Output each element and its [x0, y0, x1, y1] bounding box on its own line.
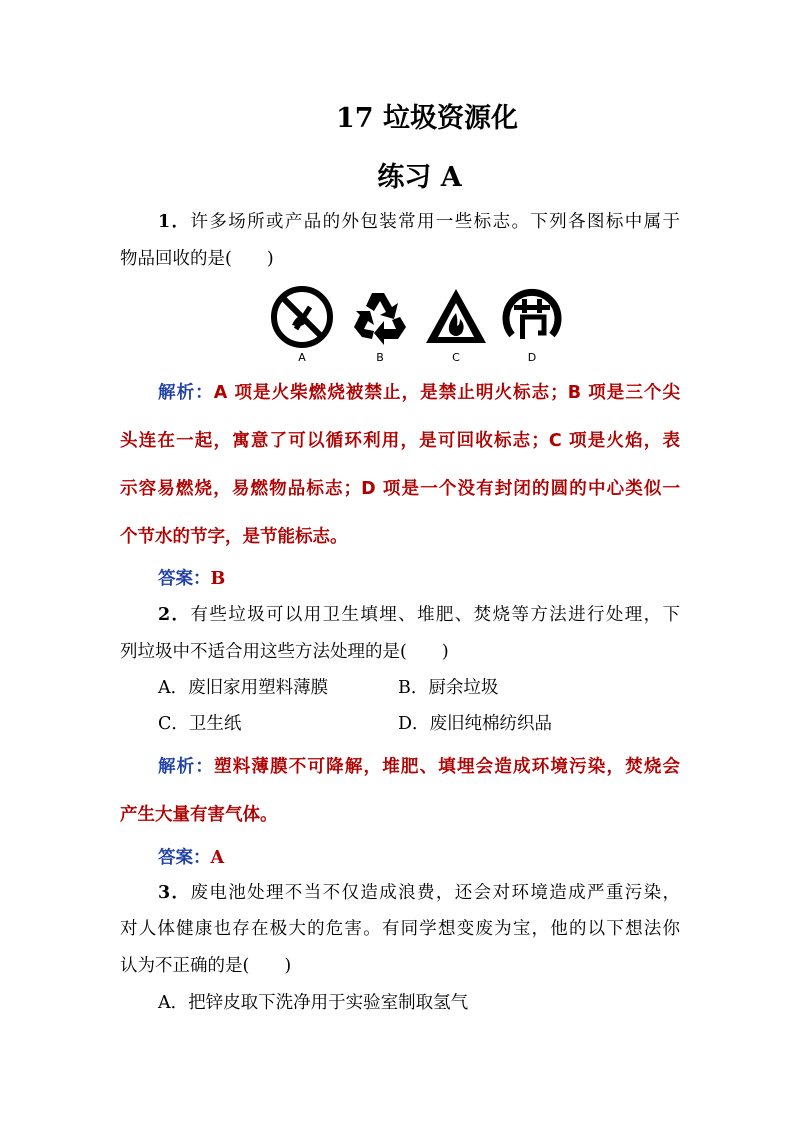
q2-explanation-line1: 解析：塑料薄膜不可降解，堆肥、填埋会造成环境污染，焚烧会 — [158, 757, 681, 777]
q1-answer-label: 答案： — [158, 569, 211, 589]
flammable-icon — [424, 285, 488, 349]
option-c-letter: C — [452, 351, 460, 364]
no-matches-icon — [270, 285, 334, 349]
q2-explanation-line2: 产生大量有害气体。 — [120, 805, 278, 825]
recycle-icon — [348, 285, 412, 349]
q1-explanation-line4: 个节水的节字，是节能标志。 — [120, 527, 348, 547]
q2-option-a: A．废旧家用塑料薄膜 — [158, 678, 329, 698]
q1-number: 1． — [158, 212, 191, 232]
option-a-icon-cell — [270, 285, 334, 365]
q1-explanation-line2: 头连在一起，寓意了可以循环利用，是可回收标志；C 项是火焰，表 — [120, 431, 680, 451]
q1-stem-line1: 1．许多场所或产品的外包装常用一些标志。下列各图标中属于 — [158, 212, 680, 232]
q2-stem-line1: 2．有些垃圾可以用卫生填埋、堆肥、焚烧等方法进行处理，下 — [158, 605, 680, 625]
q1-explanation-label: 解析： — [158, 383, 214, 403]
q3-option-a: A．把锌皮取下洗净用于实验室制取氢气 — [158, 993, 469, 1013]
q1-answer — [158, 567, 680, 591]
option-d-icon-cell — [500, 285, 564, 365]
option-b-letter: B — [376, 351, 384, 364]
q3-stem-line2: 对人体健康也存在极大的危害。有同学想变废为宝，他的以下想法你 — [120, 919, 680, 939]
q3-stem-line3: 认为不正确的是( ) — [120, 956, 292, 976]
q2-option-b: B．厨余垃圾 — [398, 678, 499, 698]
q2-answer — [158, 846, 680, 870]
option-d-letter: D — [527, 351, 537, 364]
q2-option-d: D．废旧纯棉纺织品 — [398, 714, 553, 734]
q2-explanation-label: 解析： — [158, 757, 215, 777]
option-c-icon-cell — [424, 285, 488, 365]
water-saving-icon — [500, 285, 564, 349]
q2-answer-label: 答案： — [158, 848, 211, 868]
q2-number: 2． — [158, 605, 191, 625]
q3-stem-line1: 3．废电池处理不当不仅造成浪费，还会对环境造成严重污染， — [158, 883, 680, 903]
q2-stem-line2: 列垃圾中不适合用这些方法处理的是( ) — [120, 642, 449, 662]
q1-icon-row — [270, 285, 570, 365]
q2-answer-value: A — [210, 848, 225, 868]
q1-explanation-line3: 示容易燃烧，易燃物品标志；D 项是一个没有封闭的圆的中心类似一 — [120, 479, 680, 499]
page-subtitle: 练习 A — [377, 162, 462, 193]
q2-option-c: C．卫生纸 — [158, 714, 242, 734]
q1-explanation-line1: 解析：A 项是火柴燃烧被禁止，是禁止明火标志；B 项是三个尖 — [158, 383, 681, 403]
page-title: 17 垃圾资源化 — [336, 103, 518, 134]
q1-stem-line2: 物品回收的是( ) — [120, 249, 274, 269]
q3-number: 3． — [158, 883, 191, 903]
option-a-letter: A — [298, 351, 306, 364]
option-b-icon-cell — [348, 285, 412, 365]
q1-answer-value: B — [210, 569, 226, 589]
